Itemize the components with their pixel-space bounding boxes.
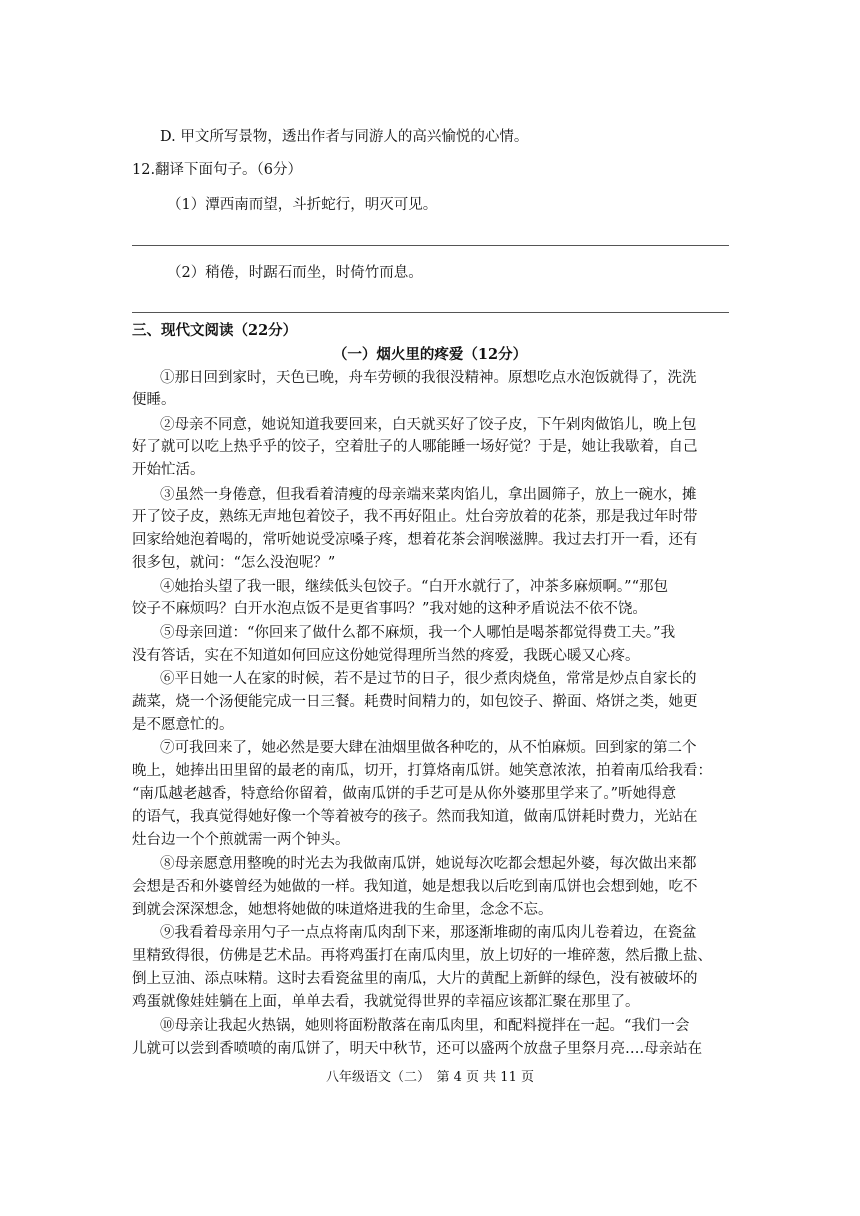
q12-title: 12.翻译下面句子。（6分） [132,162,303,178]
passage-title: （一）烟火里的疼爱（12分） [332,346,528,363]
passage-line: “南瓜越老越香，特意给你留着，做南瓜饼的手艺可是从你外婆那里学来了。”听她得意 [132,786,677,802]
passage-line: ⑤母亲回道：“你回来了做什么都不麻烦，我一个人哪怕是喝茶都觉得费工夫。”我 [160,625,676,641]
passage-line: 会想是否和外婆曾经为她做的一样。我知道，她是想我以后吃到南瓜饼也会想到她，吃不 [132,879,698,895]
page-footer: 八年级语文（二） 第 4 页 共 11 页 [326,1070,534,1085]
passage-line: 开始忙活。 [132,462,205,478]
passage-line: ④她抬头望了我一眼，继续低头包饺子。“白开水就行了，冲茶多麻烦啊。”“那包 [160,579,668,595]
passage-line: 鸡蛋就像娃娃躺在上面，单单去看，我就觉得世界的幸福应该都汇聚在那里了。 [132,994,640,1010]
section-heading: 三、现代文阅读（22分） [132,322,298,339]
passage-line: 回家给她泡着喝的，常听她说受凉嗓子疼，想着花茶会润喉滋脾。我过去打开一看，还有 [132,532,698,548]
passage-line: 儿就可以尝到香喷喷的南瓜饼了，明天中秋节，还可以盛两个放盘子里祭月亮….母亲站在 [132,1041,703,1057]
passage-line: ⑦可我回来了，她必然是要大肆在油烟里做各种吃的，从不怕麻烦。回到家的第二个 [160,740,697,756]
passage-line: 蔬菜，烧一个汤便能完成一日三餐。耗费时间精力的，如包饺子、擀面、烙饼之类，她更 [132,694,698,710]
answer-line-2 [132,312,729,313]
passage-line: ⑩母亲让我起火热锅，她则将面粉散落在南瓜肉里，和配料搅拌在一起。“我们一会 [160,1018,690,1034]
passage-line: 倒上豆油、添点味精。这时去看瓷盆里的南瓜，大片的黄配上新鲜的绿色，没有被破坏的 [132,971,698,987]
q12-sentence-2: （2）稍倦，时踞石而坐，时倚竹而息。 [167,265,423,281]
passage-line: 晚上，她捧出田里留的最老的南瓜，切开，打算烙南瓜饼。她笑意浓浓，拍着南瓜给我看： [132,763,712,779]
passage-line: 灶台边一个个煎就需一两个钟头。 [132,832,350,848]
passage-line: ①那日回到家时，天色已晚，舟车劳顿的我很没精神。原想吃点水泡饭就得了，洗洗 [160,370,697,386]
passage-line: 没有答话，实在不知道如何回应这份她觉得理所当然的疼爱，我既心暖又心疼。 [132,648,640,664]
passage-line: 的语气，我真觉得她好像一个等着被夸的孩子。然而我知道，做南瓜饼耗时费力，光站在 [132,809,698,825]
q11-option-d: D. 甲文所写景物，透出作者与同游人的高兴愉悦的心情。 [160,129,529,145]
passage-line: 开了饺子皮，熟练无声地包着饺子，我不再好阻止。灶台旁放着的花茶，那是我过年时带 [132,509,698,525]
passage-line: 好了就可以吃上热乎乎的饺子，空着肚子的人哪能睡一场好觉？于是，她让我歇着，自己 [132,439,698,455]
passage-line: 便睡。 [132,392,176,408]
passage-line: ③虽然一身倦意，但我看着清瘦的母亲端来菜肉馅儿，拿出圆筛子，放上一碗水，摊 [160,487,697,503]
answer-line-1 [132,245,729,246]
passage-line: 到就会深深想念，她想将她做的味道烙进我的生命里，念念不忘。 [132,902,553,918]
passage-line: ②母亲不同意，她说知道我要回来，白天就买好了饺子皮，下午剁肉做馅儿，晚上包 [160,417,697,433]
q12-sentence-1: （1）潭西南而望，斗折蛇行，明灭可见。 [167,197,438,213]
passage-line: ⑥平日她一人在家的时候，若不是过节的日子，很少煮肉烧鱼，常常是炒点自家长的 [160,671,697,687]
passage-line: ⑧母亲愿意用整晚的时光去为我做南瓜饼，她说每次吃都会想起外婆，每次做出来都 [160,856,697,872]
passage-line: 饺子不麻烦吗？白开水泡点饭不是更省事吗？”我对她的这种矛盾说法不依不饶。 [132,601,647,617]
passage-line: 很多包，就问：“怎么没泡呢？” [132,555,336,571]
passage-line: 里精致得很，仿佛是艺术品。再将鸡蛋打在南瓜肉里，放上切好的一堆碎葱，然后撒上盐、 [132,948,712,964]
passage-line: ⑨我看着母亲用勺子一点点将南瓜肉刮下来，那逐渐堆砌的南瓜肉儿卷着边，在瓷盆 [160,925,697,941]
passage-line: 是不愿意忙的。 [132,717,234,733]
